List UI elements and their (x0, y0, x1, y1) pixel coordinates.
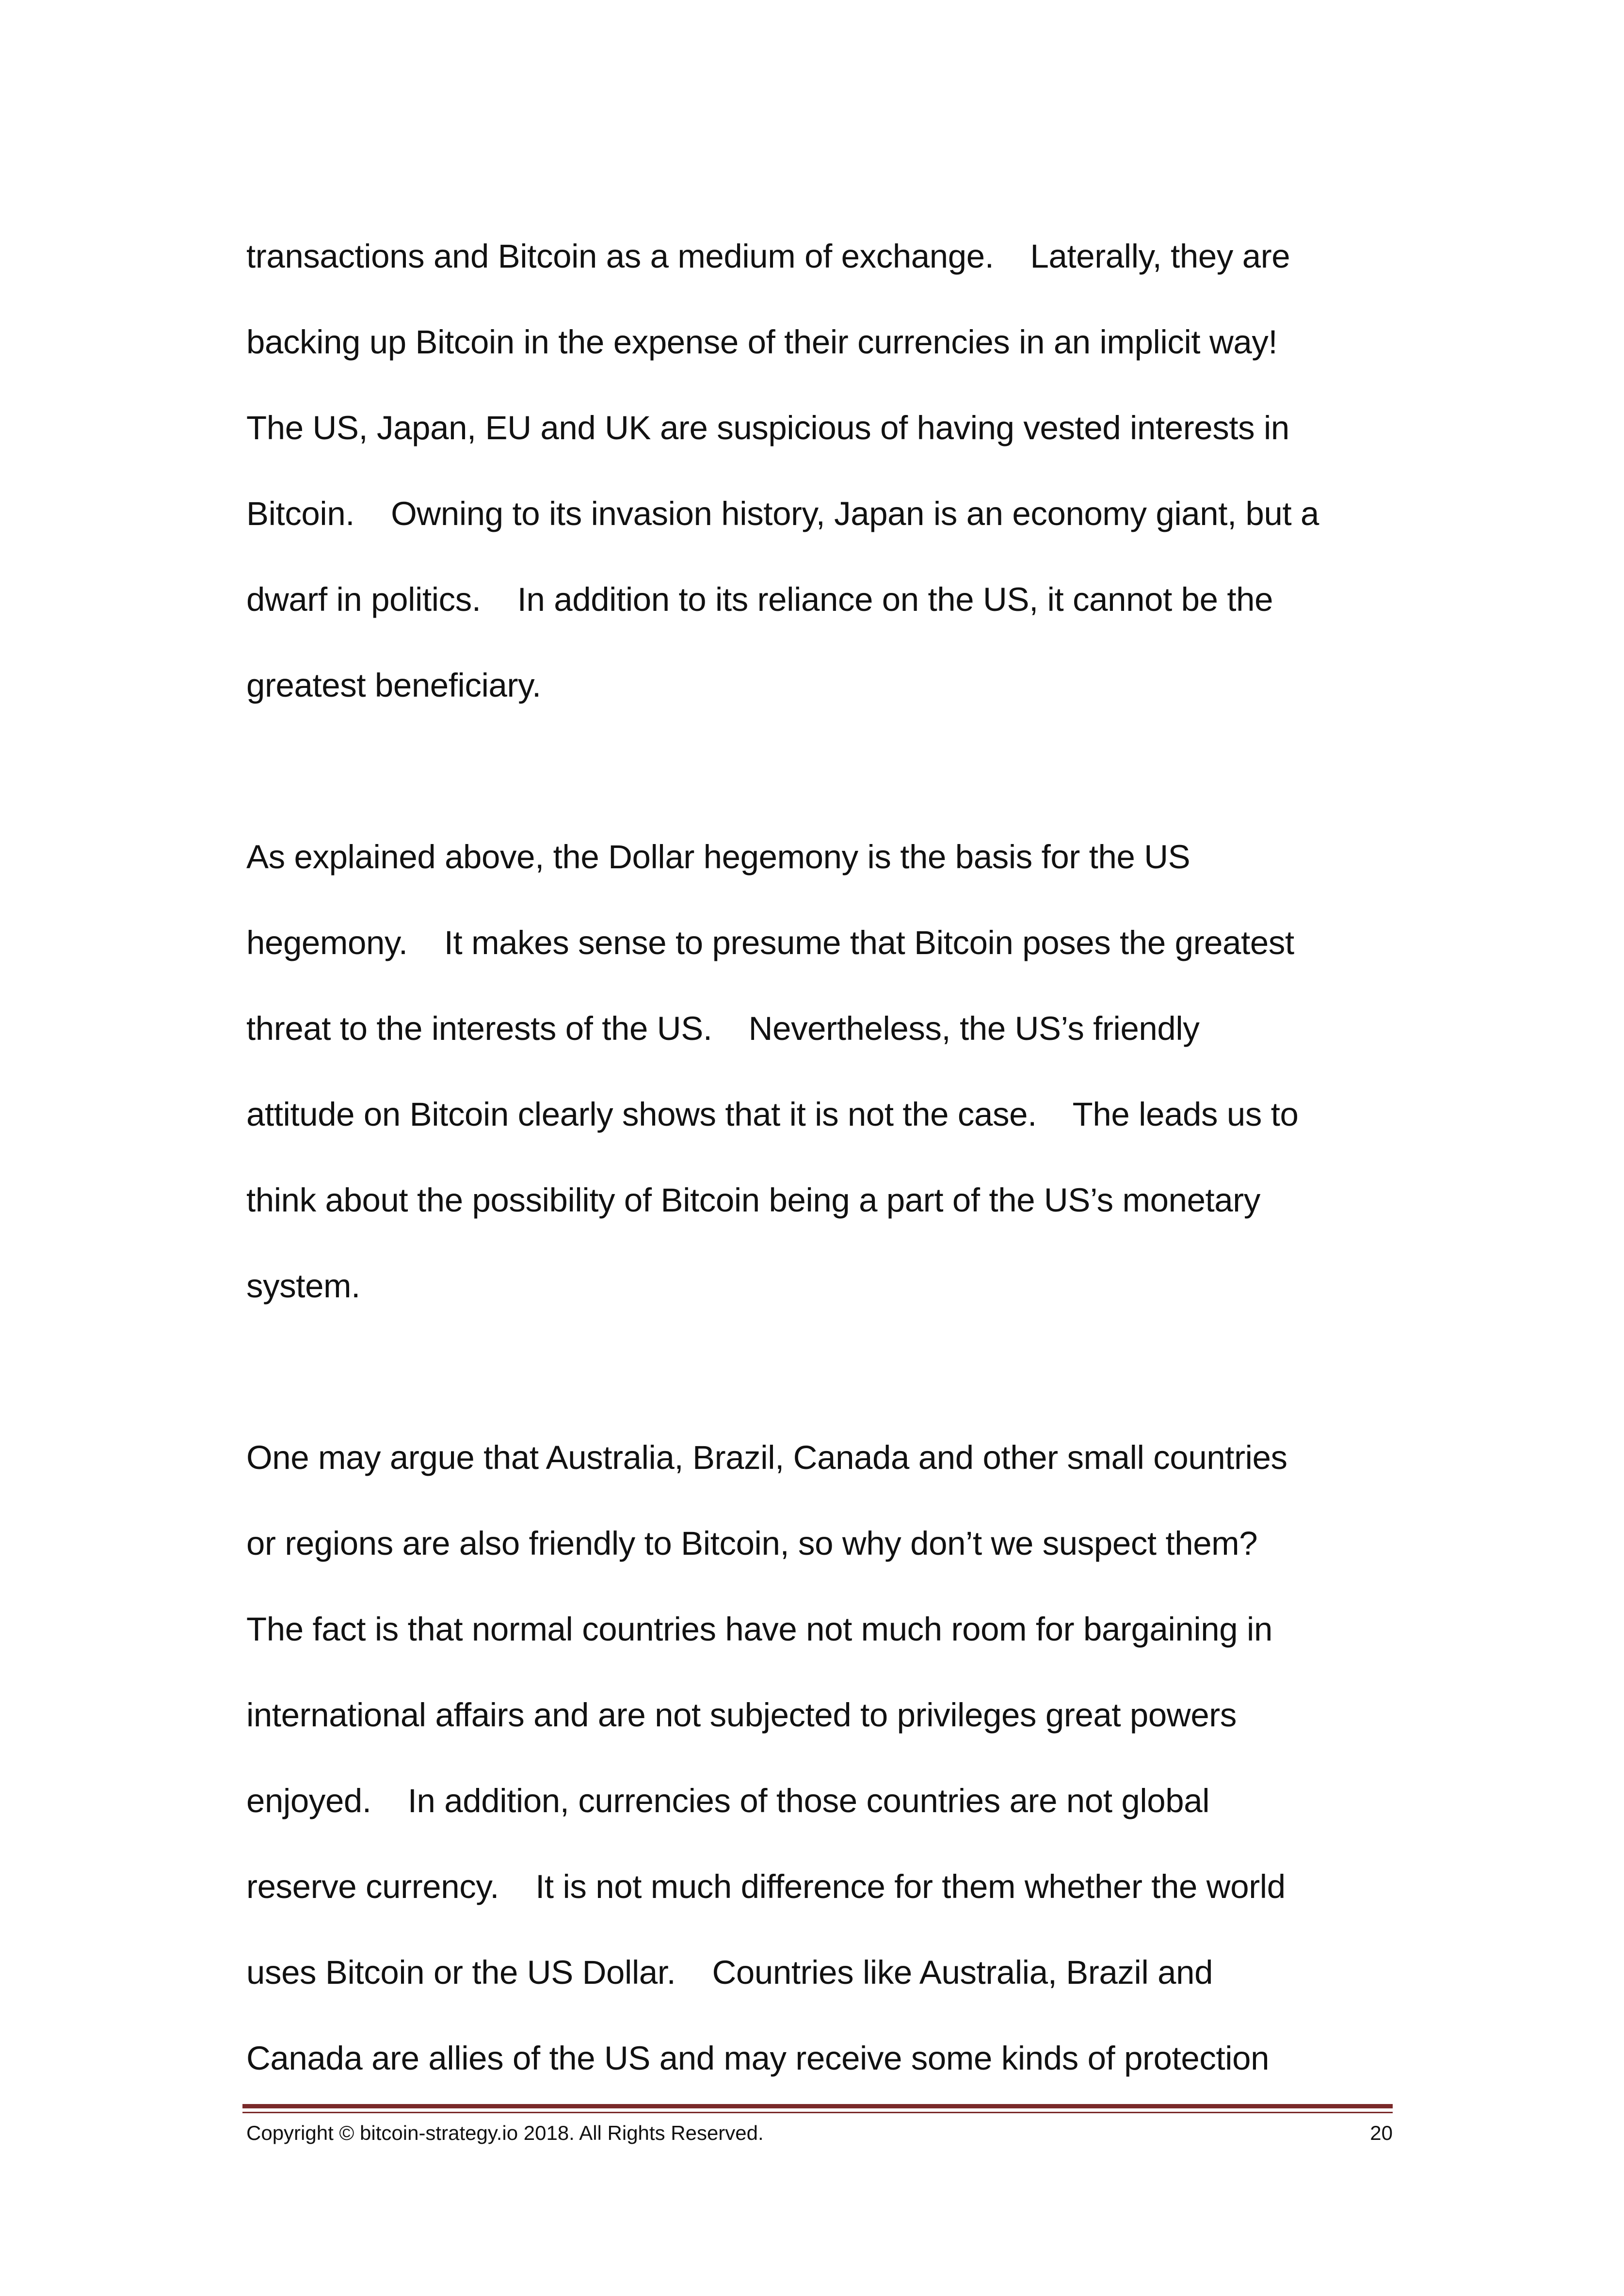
paragraph-3 (246, 1415, 1400, 2101)
paragraph-spacer (246, 728, 1400, 814)
text-line: think about the possibility of Bitcoin being a part of the US’s monetary (246, 1181, 1260, 1219)
text-line: The fact is that normal countries have not much room for bargaining in (246, 1610, 1272, 1648)
text-line: Canada are allies of the US and may receive some kinds of protection (246, 2040, 1270, 2077)
text-line: As explained above, the Dollar hegemony is the basis for the US (246, 838, 1190, 876)
text-line: transactions and Bitcoin as a medium of exchange. Laterally, they are (246, 238, 1290, 275)
page-footer (246, 2119, 1393, 2148)
text-line: or regions are also friendly to Bitcoin, so why don’t we suspect them? (246, 1525, 1258, 1562)
paragraph-1 (246, 213, 1400, 728)
page-number: 20 (1370, 2121, 1393, 2144)
footer-rule-thick (242, 2104, 1393, 2108)
text-line: Bitcoin. Owning to its invasion history, Japan is an economy giant, but a (246, 495, 1319, 532)
text-line: greatest beneficiary. (246, 667, 541, 704)
footer-rule-thin (242, 2112, 1393, 2113)
text-line: reserve currency. It is not much difference for them whether the world (246, 1868, 1286, 1905)
text-line: hegemony. It makes sense to presume that Bitcoin poses the greatest (246, 924, 1294, 961)
text-line: system. (246, 1267, 360, 1305)
text-line: One may argue that Australia, Brazil, Canada and other small countries (246, 1439, 1287, 1476)
text-line: dwarf in politics. In addition to its reliance on the US, it cannot be the (246, 581, 1273, 618)
text-line: backing up Bitcoin in the expense of their currencies in an implicit way! (246, 323, 1278, 361)
text-line: threat to the interests of the US. Nevertheless, the US’s friendly (246, 1010, 1200, 1047)
text-line: attitude on Bitcoin clearly shows that it is not the case. The leads us to (246, 1096, 1299, 1133)
copyright-notice: Copyright © bitcoin-strategy.io 2018. All Rights Reserved. (246, 2121, 764, 2144)
text-line: international affairs and are not subjected to privileges great powers (246, 1696, 1237, 1734)
body-text (246, 213, 1400, 2101)
text-line: enjoyed. In addition, currencies of those countries are not global (246, 1782, 1210, 1819)
paragraph-2 (246, 814, 1400, 1329)
text-line: uses Bitcoin or the US Dollar. Countries like Australia, Brazil and (246, 1954, 1213, 1991)
paragraph-spacer (246, 1329, 1400, 1415)
text-line: The US, Japan, EU and UK are suspicious of having vested interests in (246, 409, 1289, 446)
